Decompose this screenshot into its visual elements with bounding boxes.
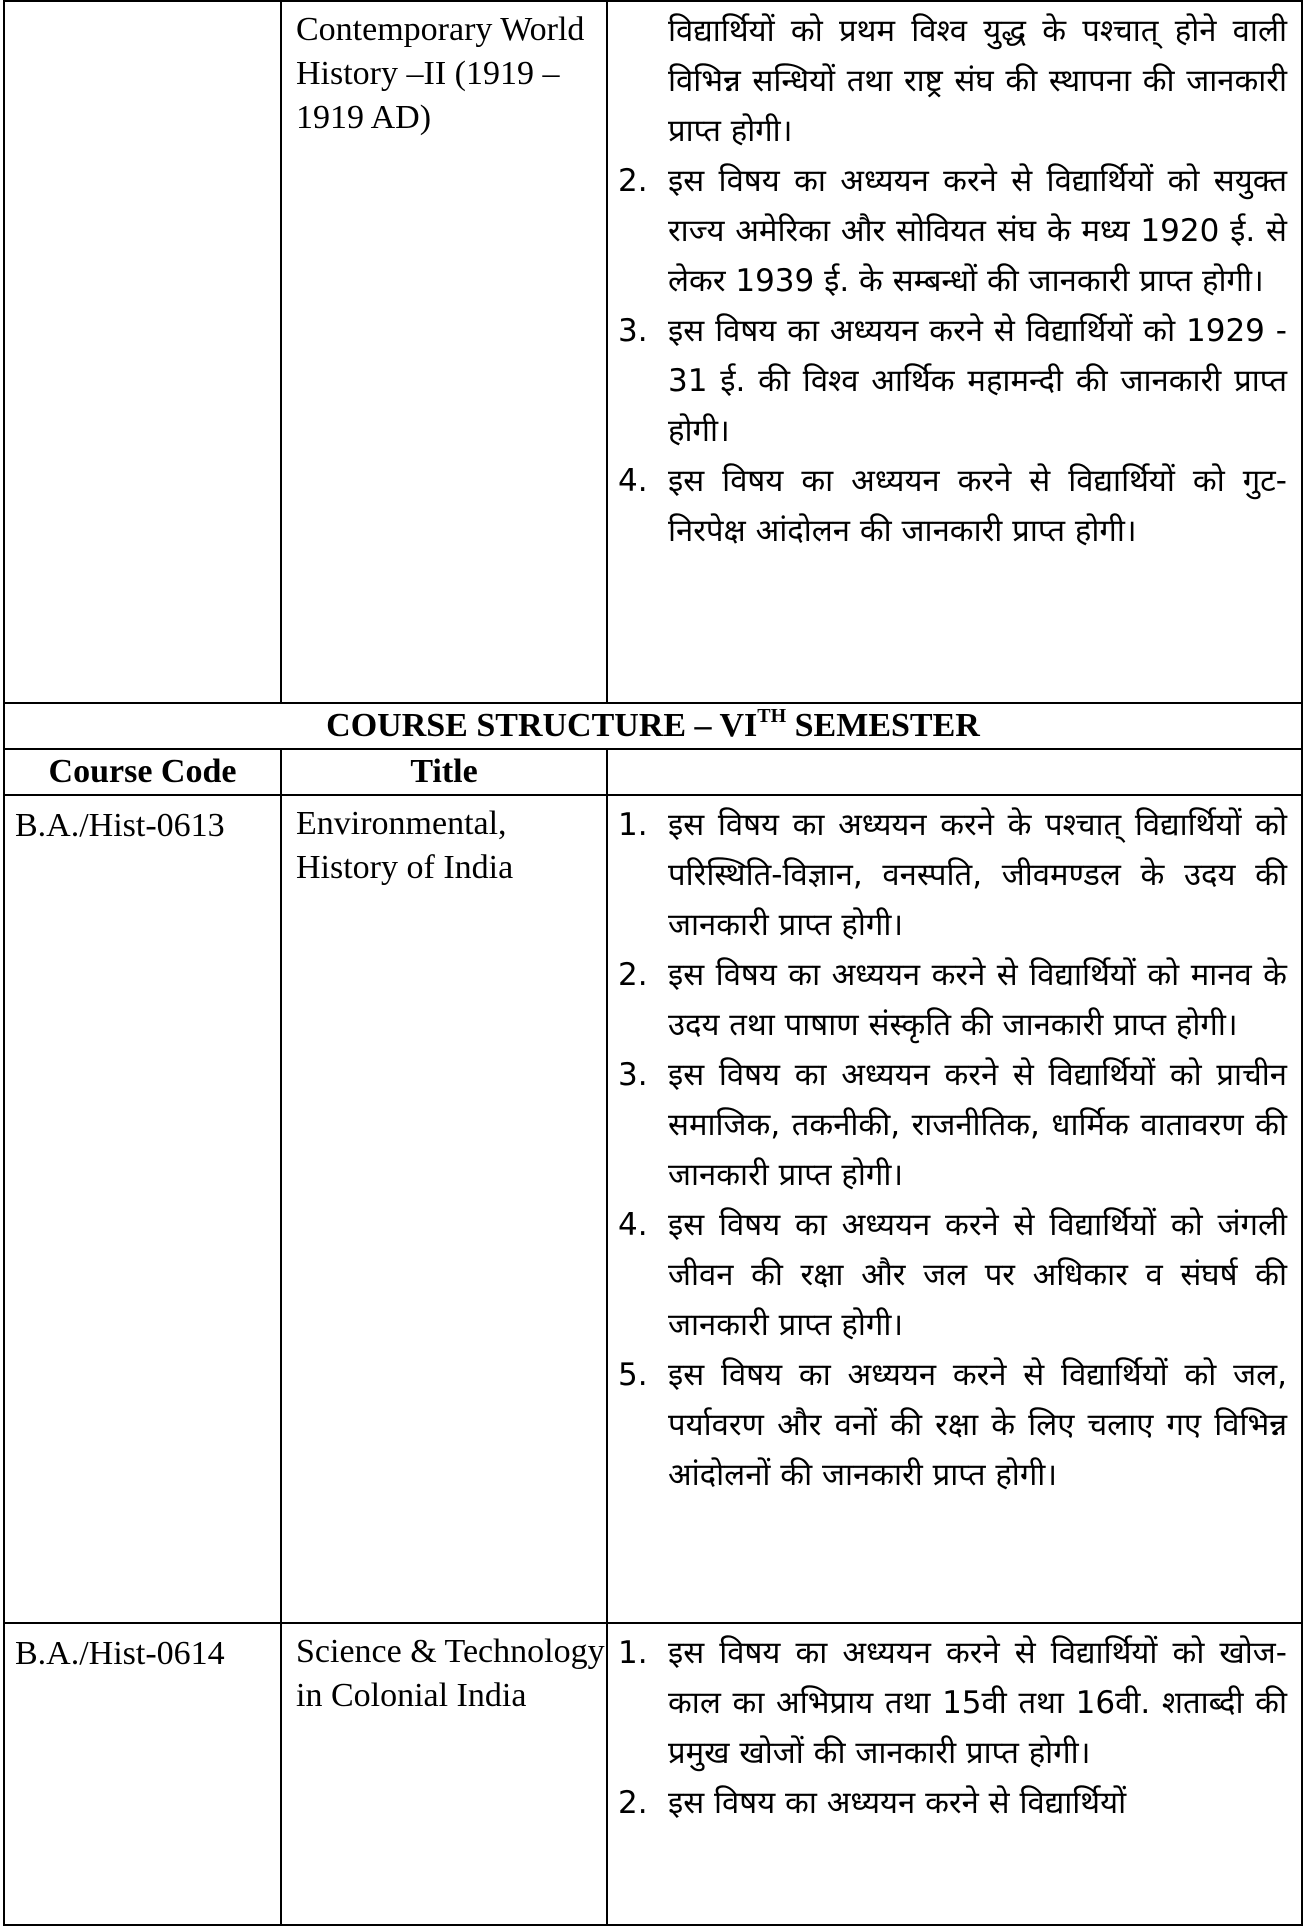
column-header-code: Course Code — [4, 749, 281, 795]
course-title: Science & Technology in Colonial India — [296, 1633, 605, 1714]
list-item: विद्यार्थियों को प्रथम विश्व युद्ध के पश्चात् होने वाली विभिन्न सन्धियों तथा राष्ट्र संघ की स्थापना की जानकारी प्राप्त होगी। — [668, 13, 1287, 149]
list-item: 3. इस विषय का अध्ययन करने से विद्यार्थियों को 1929 - 31 ई. की विश्व आर्थिक महामन्दी की जानकारी प्राप्त होगी। — [618, 313, 1287, 449]
list-item: 3. इस विषय का अध्ययन करने से विद्यार्थियों को प्राचीन समाजिक, तकनीकी, राजनीतिक, धार्मिक वातावरण की जानकारी प्राप्त होगी। — [618, 1057, 1287, 1193]
list-item: 1. इस विषय का अध्ययन करने के पश्चात् विद्यार्थियों को परिस्थिति-विज्ञान, वनस्पति, जीवमण्डल के उदय की जानकारी प्राप्त होगी। — [618, 807, 1287, 943]
section-heading: COURSE STRUCTURE – VITH SEMESTER — [4, 703, 1302, 749]
course-code: B.A./Hist-0614 — [15, 1635, 225, 1672]
column-header-outcomes — [607, 749, 1302, 795]
syllabus-table — [3, 0, 1303, 1926]
list-item: 4. इस विषय का अध्ययन करने से विद्यार्थियों को गुट-निरपेक्ष आंदोलन की जानकारी प्राप्त होगी। — [618, 463, 1287, 549]
list-item: 2. इस विषय का अध्ययन करने से विद्यार्थियों को मानव के उदय तथा पाषाण संस्कृति की जानकारी प्राप्त होगी। — [618, 957, 1287, 1043]
table-row — [4, 1623, 1302, 1925]
course-title-cell — [281, 1623, 607, 1925]
course-outcomes-cell — [607, 1, 1302, 703]
list-item: 2. इस विषय का अध्ययन करने से विद्यार्थियों को सयुक्त राज्य अमेरिका और सोवियत संघ के मध्य 1920 ई. से लेकर 1939 ई. के सम्बन्धों की जानकारी प्राप्त होगी। — [618, 163, 1287, 299]
course-title: Environmental, History of India — [296, 805, 514, 886]
course-code-cell — [4, 1, 281, 703]
course-code-cell — [4, 1623, 281, 1925]
table-row — [4, 1, 1302, 703]
course-title: Contemporary World History –II (1919 – 1919 AD) — [296, 11, 585, 136]
list-item: 2. इस विषय का अध्ययन करने से विद्यार्थियों — [618, 1785, 1127, 1821]
column-header-title: Title — [281, 749, 607, 795]
column-header-row — [4, 749, 1302, 795]
list-item: 5. इस विषय का अध्ययन करने से विद्यार्थियों को जल, पर्यावरण और वनों की रक्षा के लिए चलाए गए विभिन्न आंदोलनों की जानकारी प्राप्त होगी। — [618, 1357, 1287, 1493]
table-row — [4, 795, 1302, 1623]
course-code: B.A./Hist-0613 — [15, 807, 225, 844]
outcome-list — [614, 6, 1287, 556]
course-outcomes-cell — [607, 1623, 1302, 1925]
course-title-cell — [281, 1, 607, 703]
outcome-list — [614, 1628, 1287, 1828]
section-heading-row — [4, 703, 1302, 749]
course-code-cell — [4, 795, 281, 1623]
list-item: 1. इस विषय का अध्ययन करने से विद्यार्थियों को खोज-काल का अभिप्राय तथा 15वी तथा 16वी. शताब्दी की प्रमुख खोजों की जानकारी प्राप्त होगी। — [618, 1635, 1287, 1771]
course-title-cell — [281, 795, 607, 1623]
course-outcomes-cell — [607, 795, 1302, 1623]
list-item: 4. इस विषय का अध्ययन करने से विद्यार्थियों को जंगली जीवन की रक्षा और जल पर अधिकार व संघर्ष की जानकारी प्राप्त होगी। — [618, 1207, 1287, 1343]
outcome-list — [614, 800, 1287, 1500]
